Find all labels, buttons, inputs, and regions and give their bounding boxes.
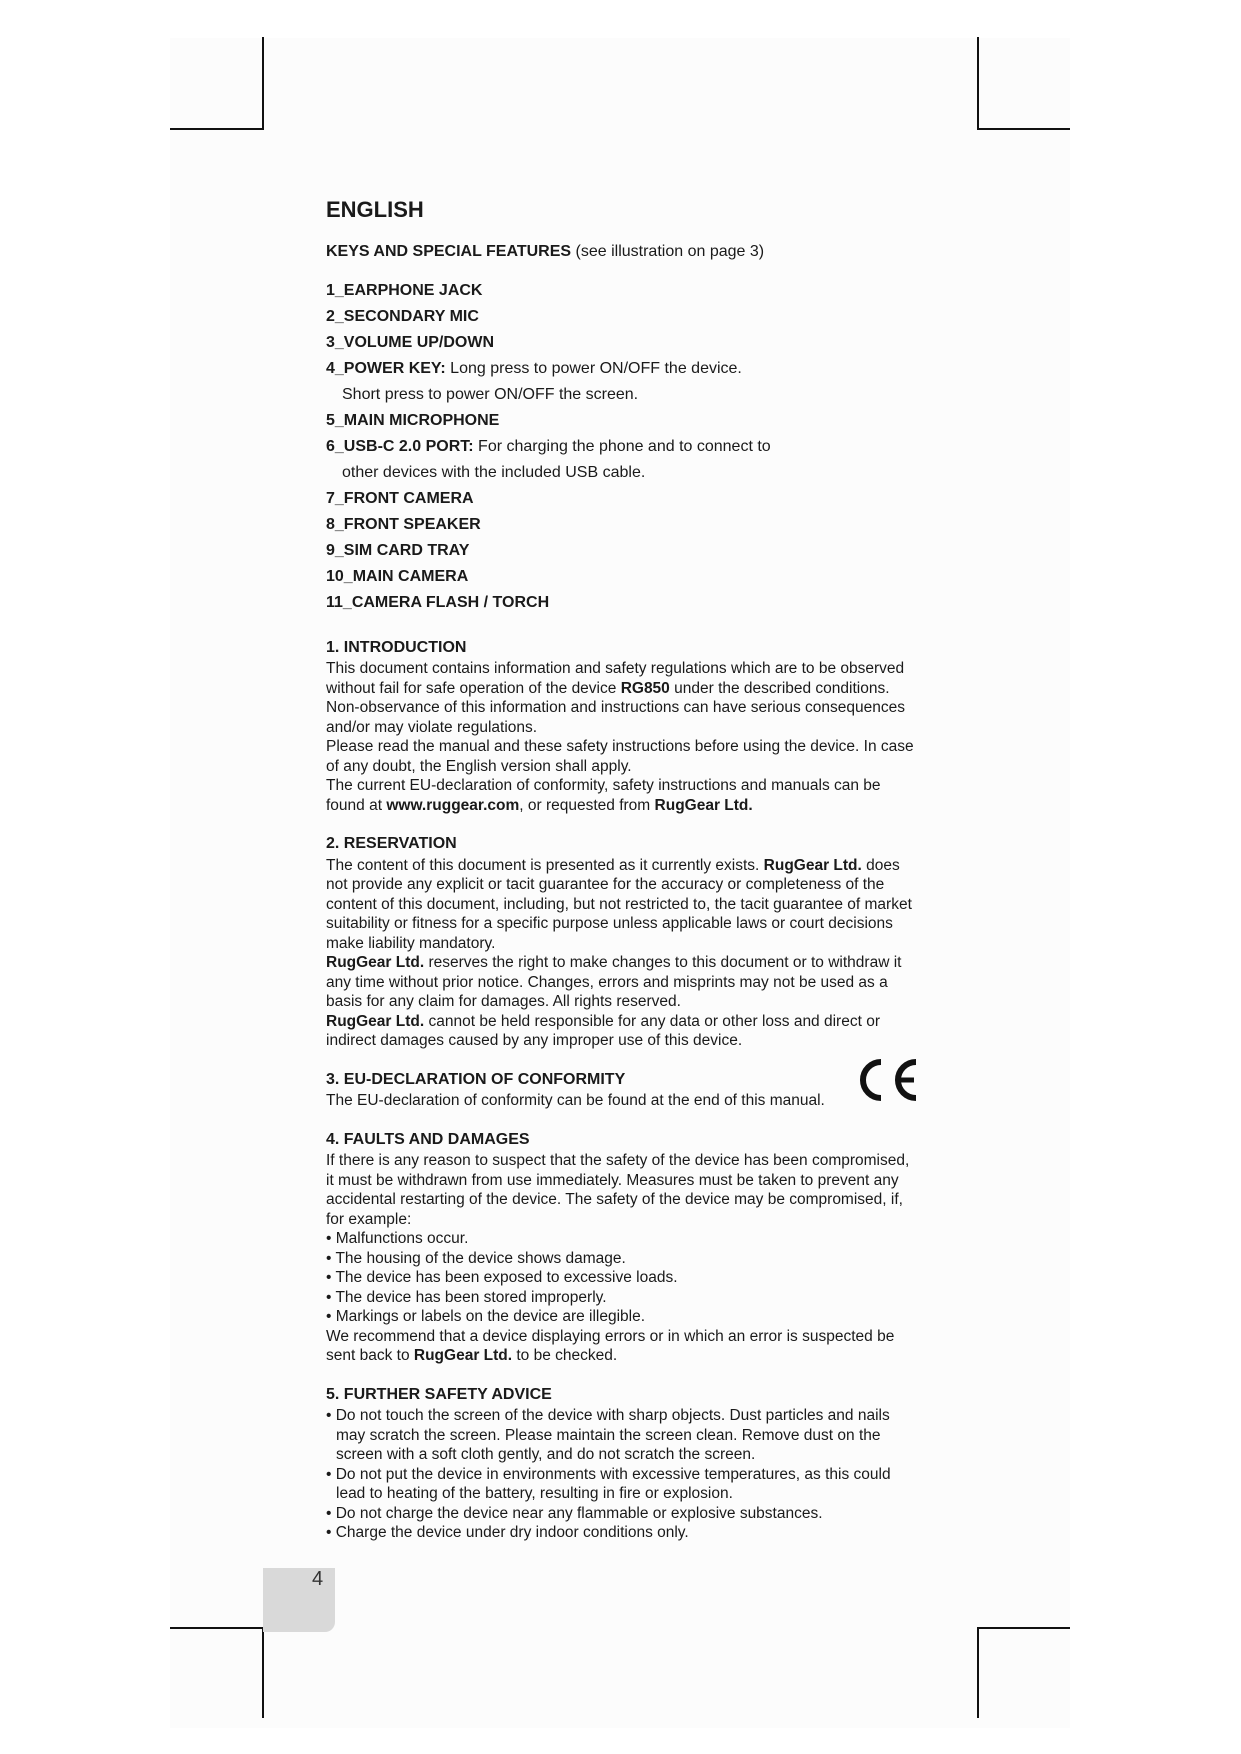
company-name: RugGear Ltd. <box>326 954 425 971</box>
crop-mark-bottom-left-horizontal <box>170 1627 264 1629</box>
company-name: RugGear Ltd. <box>763 856 862 874</box>
ce-mark-icon <box>854 1056 920 1104</box>
key-item-camera-flash <box>326 590 920 616</box>
model-name: RG850 <box>620 679 670 697</box>
text: The content of this document is presented as it currently exists. <box>326 856 764 874</box>
key-item-sim-tray <box>326 538 920 564</box>
language-heading: ENGLISH <box>326 197 424 222</box>
document-body <box>326 196 920 1562</box>
key-desc: Long press to power ON/OFF the device. <box>445 359 742 377</box>
crop-mark-bottom-right-vertical <box>977 1627 979 1718</box>
section-title: 4. FAULTS AND DAMAGES <box>326 1130 530 1148</box>
crop-mark-bottom-left-vertical <box>262 1627 264 1718</box>
page-number: 4 <box>312 1568 324 1590</box>
key-item-front-speaker <box>326 512 920 538</box>
key-label: 7_FRONT CAMERA <box>326 489 474 507</box>
keys-heading <box>326 242 920 262</box>
key-label: 2_SECONDARY MIC <box>326 307 479 325</box>
list-item: • Do not charge the device near any flammable or explosive substances. <box>326 1504 823 1522</box>
key-item-power-key-cont: Short press to power ON/OFF the screen. <box>342 385 639 403</box>
paragraph: Please read the manual and these safety instructions before using the device. In case of any doubt, the English version shall apply. <box>326 738 914 775</box>
section-faults <box>326 1130 920 1366</box>
key-item-main-camera <box>326 564 920 590</box>
key-item-volume <box>326 330 920 356</box>
keys-heading-bold: KEYS AND SPECIAL FEATURES <box>326 243 572 260</box>
paragraph <box>326 953 920 1012</box>
text: We recommend that a device displaying errors or in which an error is suspected be sent back to <box>326 1327 895 1364</box>
crop-mark-top-right-vertical <box>977 37 979 130</box>
key-item-secondary-mic <box>326 304 920 330</box>
list-item: • Malfunctions occur. <box>326 1230 469 1247</box>
keys-list <box>326 278 920 616</box>
paragraph <box>326 856 920 954</box>
website-url: www.ruggear.com <box>386 796 520 814</box>
paragraph <box>326 659 920 737</box>
crop-mark-top-left-horizontal <box>170 128 264 130</box>
key-item-usb-port-cont: other devices with the included USB cable. <box>342 463 646 481</box>
page-number-tab <box>263 1568 335 1632</box>
section-title: 2. RESERVATION <box>326 835 457 852</box>
list-item: • The device has been exposed to excessive loads. <box>326 1269 678 1286</box>
key-label: 10_MAIN CAMERA <box>326 567 469 585</box>
key-desc: For charging the phone and to connect to <box>473 437 771 455</box>
company-name: RugGear Ltd. <box>654 796 753 814</box>
key-label: 8_FRONT SPEAKER <box>326 515 481 533</box>
paragraph <box>326 776 920 815</box>
key-label: 9_SIM CARD TRAY <box>326 541 470 559</box>
paragraph: The EU-declaration of conformity can be found at the end of this manual. <box>326 1092 825 1109</box>
paragraph <box>326 1327 920 1366</box>
text: The current EU-declaration of conformity, safety instructions and manuals can be found at <box>326 777 881 814</box>
section-reservation <box>326 834 920 1051</box>
list-item: • The device has been stored improperly. <box>326 1288 607 1306</box>
paragraph: If there is any reason to suspect that the safety of the device has been compromised, it must be withdrawn from use immediately. Measures must be taken to prevent any accidental restarting of the device. The safety of the device may be compromised, if, for example: <box>326 1152 910 1228</box>
text: reserves the right to make changes to this document or to withdraw it any time without prior notice. Changes, errors and misprints may not be used as a basis for any claim for damages. All rights reserved. <box>326 954 902 1010</box>
text: under the described conditions. Non-observance of this information and instructions can have serious consequences and/or may violate regulations. <box>326 679 905 736</box>
text: does not provide any explicit or tacit guarantee for the accuracy or completeness of the content of this document, including, but not restricted to, the tacit guarantee of market suitability or fitness for a specific purpose unless applicable laws or court decisions make liability mandatory. <box>326 856 912 952</box>
paragraph <box>326 1012 920 1051</box>
key-label: 4_POWER KEY: <box>326 359 446 377</box>
text: , or requested from <box>519 796 655 814</box>
crop-mark-top-left-vertical <box>262 37 264 130</box>
key-item-front-camera <box>326 486 920 512</box>
list-item: • Markings or labels on the device are illegible. <box>326 1308 646 1325</box>
text: This document contains information and safety regulations which are to be observed without fail for safe operation of the device <box>326 660 905 697</box>
key-item-power-key <box>326 356 920 382</box>
key-label: 1_EARPHONE JACK <box>326 281 483 299</box>
key-item-usb-port <box>326 434 920 460</box>
section-further-safety <box>326 1385 920 1543</box>
crop-mark-top-right-horizontal <box>977 128 1070 130</box>
company-name: RugGear Ltd. <box>326 1012 425 1030</box>
text: cannot be held responsible for any data or other loss and direct or indirect damages caused by any improper use of this device. <box>326 1012 880 1049</box>
keys-heading-note: (see illustration on page 3) <box>571 243 765 260</box>
company-name: RugGear Ltd. <box>413 1347 513 1364</box>
section-title: 1. INTRODUCTION <box>326 638 467 656</box>
crop-mark-bottom-right-horizontal <box>977 1627 1070 1629</box>
key-item-main-microphone <box>326 408 920 434</box>
key-label: 6_USB-C 2.0 PORT: <box>326 437 474 455</box>
key-label: 3_VOLUME UP/DOWN <box>326 333 495 351</box>
list-item: • Do not put the device in environments with excessive temperatures, as this could lead to heating of the battery, resulting in fire or explosion. <box>326 1465 891 1502</box>
text: to be checked. <box>512 1347 618 1364</box>
section-title: 3. EU-DECLARATION OF CONFORMITY <box>326 1070 626 1088</box>
section-eu-declaration <box>326 1070 920 1111</box>
list-item: • The housing of the device shows damage. <box>326 1249 626 1267</box>
section-introduction <box>326 638 920 816</box>
key-label: 5_MAIN MICROPHONE <box>326 411 500 429</box>
list-item: • Charge the device under dry indoor conditions only. <box>326 1524 689 1541</box>
section-title: 5. FURTHER SAFETY ADVICE <box>326 1385 552 1403</box>
list-item: • Do not touch the screen of the device with sharp objects. Dust particles and nails may scratch the screen. Please maintain the screen clean. Remove dust on the screen with a soft cloth gently, and do not scratch the screen. <box>326 1407 890 1463</box>
key-item-earphone-jack <box>326 278 920 304</box>
key-label: 11_CAMERA FLASH / TORCH <box>326 593 550 611</box>
